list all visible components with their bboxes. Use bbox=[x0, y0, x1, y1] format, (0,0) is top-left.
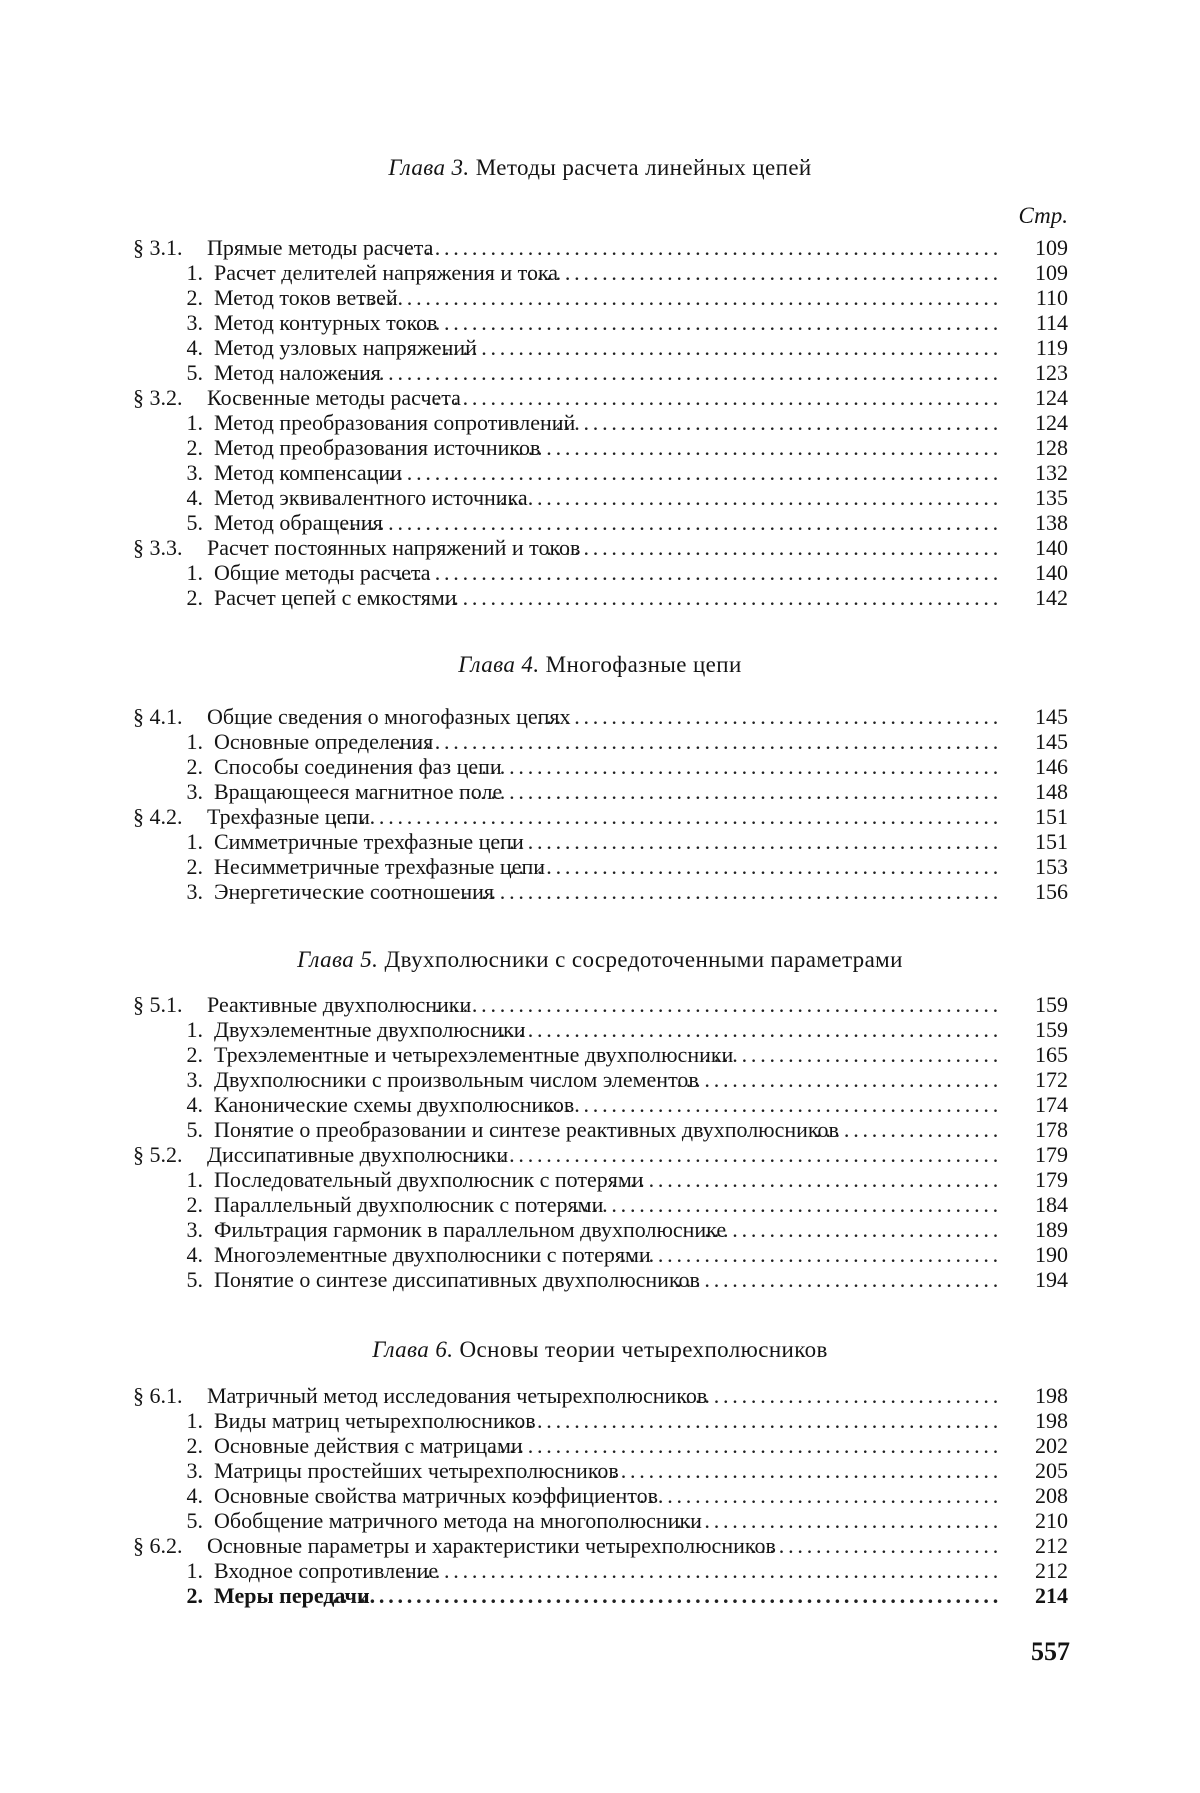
entry-page: 142 bbox=[1035, 585, 1068, 610]
entry-title: Последовательный двухполюсник с потерями bbox=[214, 1167, 644, 1192]
leader-dots: .......................................................... bbox=[462, 879, 1002, 904]
entry-page: 179 bbox=[1035, 1142, 1068, 1167]
toc-entries bbox=[0, 235, 1200, 610]
entry-title: Косвенные методы расчета bbox=[207, 385, 461, 410]
entry-page: 159 bbox=[1035, 1017, 1068, 1042]
entry-page: 140 bbox=[1035, 560, 1068, 585]
entry-title: Метод контурных токов bbox=[214, 310, 438, 335]
toc-entry[interactable] bbox=[0, 779, 1200, 804]
chapter-label: Глава 4. bbox=[458, 652, 540, 677]
leader-dots: ..................................................... bbox=[509, 435, 1002, 460]
entry-title: Двухэлементные двухполюсники bbox=[214, 1017, 526, 1042]
toc-entry[interactable] bbox=[0, 754, 1200, 779]
leader-dots: ....................................................................... bbox=[341, 360, 1002, 385]
entry-page: 210 bbox=[1035, 1508, 1068, 1533]
entry-page: 212 bbox=[1035, 1558, 1068, 1583]
toc-entry[interactable] bbox=[0, 1483, 1200, 1508]
leader-dots: ........................................ bbox=[630, 1483, 1002, 1508]
toc-entry[interactable] bbox=[0, 1267, 1200, 1292]
toc-entry[interactable] bbox=[0, 1067, 1200, 1092]
leader-dots: .......................................... bbox=[611, 1167, 1002, 1192]
toc-entry[interactable] bbox=[0, 879, 1200, 904]
leader-dots: ................................................................. bbox=[397, 729, 1002, 754]
leader-dots: ....................................................... bbox=[490, 829, 1002, 854]
toc-entry[interactable] bbox=[0, 360, 1200, 385]
entry-number: 4. bbox=[186, 335, 203, 360]
page-number: 557 bbox=[1031, 1637, 1070, 1666]
leader-dots: ........................................................................ bbox=[332, 1583, 1002, 1608]
entry-number: § 6.2. bbox=[133, 1533, 183, 1558]
toc-entry[interactable] bbox=[0, 410, 1200, 435]
toc-entry[interactable] bbox=[0, 385, 1200, 410]
leader-dots: ................................................. bbox=[546, 535, 1002, 560]
toc-entry[interactable] bbox=[0, 1458, 1200, 1483]
entry-title: Канонические схемы двухполюсников bbox=[214, 1092, 575, 1117]
toc-entry[interactable] bbox=[0, 435, 1200, 460]
entry-page: 124 bbox=[1035, 410, 1068, 435]
entry-page: 119 bbox=[1035, 335, 1068, 360]
entry-title: Двухполюсники с произвольным числом элементов bbox=[214, 1067, 699, 1092]
entry-number: 3. bbox=[186, 879, 203, 904]
toc-entry[interactable] bbox=[0, 804, 1200, 829]
entry-page: 189 bbox=[1035, 1217, 1068, 1242]
entry-title: Метод обращения bbox=[214, 510, 383, 535]
toc-entry[interactable] bbox=[0, 485, 1200, 510]
entry-number: § 3.3. bbox=[133, 535, 183, 560]
toc-entry[interactable] bbox=[0, 285, 1200, 310]
toc-entry[interactable] bbox=[0, 1533, 1200, 1558]
toc-entry[interactable] bbox=[0, 1383, 1200, 1408]
entry-title: Метод узловых напряжений bbox=[214, 335, 477, 360]
entry-page: 145 bbox=[1035, 729, 1068, 754]
toc-entry[interactable] bbox=[0, 1433, 1200, 1458]
entry-number: 3. bbox=[186, 310, 203, 335]
chapter-title: Многофазные цепи bbox=[545, 652, 742, 677]
entry-number: 3. bbox=[186, 1217, 203, 1242]
chapter-title: Двухполюсники с сосредоточенными параметрами bbox=[384, 947, 903, 972]
leader-dots: ................................... bbox=[676, 1508, 1002, 1533]
entry-title: Способы соединения фаз цепи bbox=[214, 754, 502, 779]
entry-number: 2. bbox=[186, 1583, 203, 1608]
entry-title: Диссипативные двухполюсники bbox=[207, 1142, 509, 1167]
entry-number: 2. bbox=[186, 1042, 203, 1067]
toc-entry[interactable] bbox=[0, 1167, 1200, 1192]
entry-title: Меры передачи bbox=[214, 1583, 370, 1608]
entry-title: Реактивные двухполюсники bbox=[207, 992, 472, 1017]
entry-number: 2. bbox=[186, 854, 203, 879]
leader-dots: ............................................................. bbox=[434, 992, 1002, 1017]
entry-title: Основные определения bbox=[214, 729, 434, 754]
entry-title: Энергетические соотношения bbox=[214, 879, 495, 904]
toc-entry[interactable] bbox=[0, 1242, 1200, 1267]
entry-page: 138 bbox=[1035, 510, 1068, 535]
leader-dots: ..................................................................... bbox=[360, 285, 1002, 310]
entry-title: Расчет постоянных напряжений и токов bbox=[207, 535, 581, 560]
entry-number: 1. bbox=[186, 1408, 203, 1433]
toc-entry[interactable] bbox=[0, 235, 1200, 260]
entry-title: Метод преобразования сопротивлений bbox=[214, 410, 576, 435]
leader-dots: ......................................................... bbox=[471, 779, 1002, 804]
entry-number: § 4.1. bbox=[133, 704, 183, 729]
leader-dots: ................................... bbox=[676, 1267, 1002, 1292]
entry-number: 1. bbox=[186, 560, 203, 585]
leader-dots: ...................................................... bbox=[499, 1408, 1002, 1433]
leader-dots: ................................................................ bbox=[406, 1558, 1002, 1583]
toc-entries bbox=[0, 704, 1200, 904]
leader-dots: .............................................................. bbox=[425, 585, 1002, 610]
leader-dots: ........................................................................ bbox=[332, 804, 1002, 829]
entry-page: 140 bbox=[1035, 535, 1068, 560]
toc-entry[interactable] bbox=[0, 460, 1200, 485]
entry-title: Метод наложения bbox=[214, 360, 381, 385]
chapter-heading bbox=[0, 1337, 1200, 1363]
entry-page: 156 bbox=[1035, 879, 1068, 904]
entry-title: Матричный метод исследования четырехполюсников bbox=[207, 1383, 708, 1408]
entry-title: Прямые методы расчета bbox=[207, 235, 434, 260]
toc-entry[interactable] bbox=[0, 854, 1200, 879]
entry-page: 151 bbox=[1035, 829, 1068, 854]
entry-page: 165 bbox=[1035, 1042, 1068, 1067]
entry-page: 159 bbox=[1035, 992, 1068, 1017]
entry-page: 148 bbox=[1035, 779, 1068, 804]
entry-title: Параллельный двухполюсник с потерями bbox=[214, 1192, 604, 1217]
entry-number: 3. bbox=[186, 1067, 203, 1092]
toc-entry[interactable] bbox=[0, 1117, 1200, 1142]
entry-page: 179 bbox=[1035, 1167, 1068, 1192]
chapter-heading bbox=[0, 155, 1200, 181]
entry-title: Входное сопротивление bbox=[214, 1558, 439, 1583]
toc-entry[interactable] bbox=[0, 260, 1200, 285]
entry-title: Матрицы простейших четырехполюсников bbox=[214, 1458, 619, 1483]
entry-number: 5. bbox=[186, 1508, 203, 1533]
toc-entry[interactable] bbox=[0, 1092, 1200, 1117]
leader-dots: ......................................................... bbox=[471, 754, 1002, 779]
leader-dots: ................................ bbox=[704, 1217, 1002, 1242]
entry-number: § 6.1. bbox=[133, 1383, 183, 1408]
toc-entry[interactable] bbox=[0, 1583, 1200, 1608]
toc-entry[interactable] bbox=[0, 992, 1200, 1017]
entry-page: 151 bbox=[1035, 804, 1068, 829]
entry-number: 1. bbox=[186, 1558, 203, 1583]
toc-entry[interactable] bbox=[0, 1558, 1200, 1583]
toc-entry[interactable] bbox=[0, 1042, 1200, 1067]
entry-title: Несимметричные трехфазные цепи bbox=[214, 854, 546, 879]
entry-number: 3. bbox=[186, 779, 203, 804]
toc-entry[interactable] bbox=[0, 1217, 1200, 1242]
leader-dots: .............................................. bbox=[574, 1192, 1002, 1217]
toc-entry[interactable] bbox=[0, 729, 1200, 754]
entry-number: 2. bbox=[186, 285, 203, 310]
leader-dots: .................... bbox=[816, 1117, 1002, 1142]
entry-number: 1. bbox=[186, 1167, 203, 1192]
toc-entry[interactable] bbox=[0, 585, 1200, 610]
entry-title: Фильтрация гармоник в параллельном двухполюснике bbox=[214, 1217, 727, 1242]
entry-number: 2. bbox=[186, 435, 203, 460]
entry-number: 1. bbox=[186, 260, 203, 285]
leader-dots: ................................................. bbox=[546, 410, 1002, 435]
entry-page: 109 bbox=[1035, 235, 1068, 260]
toc-entry[interactable] bbox=[0, 335, 1200, 360]
entry-page: 135 bbox=[1035, 485, 1068, 510]
chapter-title: Основы теории четырехполюсников bbox=[459, 1337, 828, 1362]
leader-dots: ............................................ bbox=[592, 1458, 1002, 1483]
entry-number: 1. bbox=[186, 829, 203, 854]
entry-title: Понятие о синтезе диссипативных двухполюсников bbox=[214, 1267, 700, 1292]
toc-entry[interactable] bbox=[0, 829, 1200, 854]
leader-dots: ..................................................... bbox=[509, 854, 1002, 879]
toc-entry[interactable] bbox=[0, 1408, 1200, 1433]
leader-dots: ................................................................. bbox=[397, 310, 1002, 335]
page-column-header: Стр. bbox=[1018, 203, 1068, 228]
entry-page: 214 bbox=[1035, 1583, 1068, 1608]
leader-dots: ....................................................... bbox=[490, 1017, 1002, 1042]
entry-page: 198 bbox=[1035, 1383, 1068, 1408]
chapter-title: Методы расчета линейных цепей bbox=[475, 155, 812, 180]
entry-title: Расчет делителей напряжения и тока bbox=[214, 260, 559, 285]
chapter-label: Глава 3. bbox=[388, 155, 470, 180]
toc-entry[interactable] bbox=[0, 1017, 1200, 1042]
leader-dots: ................................................................. bbox=[397, 560, 1002, 585]
entry-number: 2. bbox=[186, 754, 203, 779]
toc-entries bbox=[0, 1383, 1200, 1608]
entry-title: Метод преобразования источников bbox=[214, 435, 541, 460]
entry-number: 2. bbox=[186, 1433, 203, 1458]
entry-title: Основные действия с матрицами bbox=[214, 1433, 523, 1458]
toc-entry[interactable] bbox=[0, 310, 1200, 335]
entry-page: 132 bbox=[1035, 460, 1068, 485]
chapter-heading bbox=[0, 652, 1200, 678]
entry-page: 146 bbox=[1035, 754, 1068, 779]
chapter-label: Глава 5. bbox=[297, 947, 379, 972]
entry-title: Общие методы расчета bbox=[214, 560, 431, 585]
entry-page: 145 bbox=[1035, 704, 1068, 729]
toc-entry[interactable] bbox=[0, 704, 1200, 729]
entry-number: 3. bbox=[186, 1458, 203, 1483]
entry-page: 123 bbox=[1035, 360, 1068, 385]
entry-number: 1. bbox=[186, 729, 203, 754]
entry-page: 172 bbox=[1035, 1067, 1068, 1092]
entry-title: Метод токов ветвей bbox=[214, 285, 398, 310]
entry-title: Общие сведения о многофазных цепях bbox=[207, 704, 571, 729]
leader-dots: ....................................................... bbox=[490, 1433, 1002, 1458]
entry-page: 212 bbox=[1035, 1533, 1068, 1558]
leader-dots: ................................... bbox=[676, 1067, 1002, 1092]
entry-number: 2. bbox=[186, 585, 203, 610]
toc-entry[interactable] bbox=[0, 535, 1200, 560]
entry-number: § 5.2. bbox=[133, 1142, 183, 1167]
entry-number: § 3.1. bbox=[133, 235, 183, 260]
toc-entry[interactable] bbox=[0, 1142, 1200, 1167]
entry-title: Обобщение матричного метода на многополюсники bbox=[214, 1508, 702, 1533]
entry-title: Симметричные трехфазные цепи bbox=[214, 829, 524, 854]
toc-entry[interactable] bbox=[0, 560, 1200, 585]
entry-title: Понятие о преобразовании и синтезе реактивных двухполюсников bbox=[214, 1117, 839, 1142]
entry-page: 208 bbox=[1035, 1483, 1068, 1508]
entry-page: 202 bbox=[1035, 1433, 1068, 1458]
leader-dots: ................................................... bbox=[527, 260, 1002, 285]
entry-number: 1. bbox=[186, 1017, 203, 1042]
entry-title: Метод компенсации bbox=[214, 460, 402, 485]
entry-page: 194 bbox=[1035, 1267, 1068, 1292]
entry-page: 153 bbox=[1035, 854, 1068, 879]
entry-title: Трехфазные цепи bbox=[207, 804, 370, 829]
leader-dots: ................................................. bbox=[546, 1092, 1002, 1117]
entry-number: § 3.2. bbox=[133, 385, 183, 410]
toc-entry[interactable] bbox=[0, 1192, 1200, 1217]
entry-page: 178 bbox=[1035, 1117, 1068, 1142]
entry-number: § 4.2. bbox=[133, 804, 183, 829]
entry-title: Основные параметры и характеристики четырехполюсников bbox=[207, 1533, 776, 1558]
entry-page: 124 bbox=[1035, 385, 1068, 410]
entry-number: 4. bbox=[186, 1242, 203, 1267]
leader-dots: ...................................................... bbox=[499, 485, 1002, 510]
chapter-label: Глава 6. bbox=[372, 1337, 454, 1362]
entry-number: 3. bbox=[186, 460, 203, 485]
leader-dots: .................................................................... bbox=[369, 460, 1002, 485]
leader-dots: ........................... bbox=[750, 1533, 1002, 1558]
entry-page: 174 bbox=[1035, 1092, 1068, 1117]
entry-page: 109 bbox=[1035, 260, 1068, 285]
entry-page: 114 bbox=[1035, 310, 1068, 335]
entry-number: § 5.1. bbox=[133, 992, 183, 1017]
entry-page: 110 bbox=[1035, 285, 1068, 310]
leader-dots: ............................................................ bbox=[444, 335, 1002, 360]
leader-dots: ................................................................. bbox=[397, 235, 1002, 260]
entry-page: 198 bbox=[1035, 1408, 1068, 1433]
leader-dots: ....................................................................... bbox=[341, 510, 1002, 535]
toc-entry[interactable] bbox=[0, 1508, 1200, 1533]
entry-title: Метод эквивалентного источника bbox=[214, 485, 528, 510]
entry-number: 5. bbox=[186, 360, 203, 385]
entry-number: 2. bbox=[186, 1192, 203, 1217]
entry-title: Вращающееся магнитное поле bbox=[214, 779, 503, 804]
chapter-heading bbox=[0, 947, 1200, 973]
leader-dots: .................................................. bbox=[537, 704, 1002, 729]
entry-number: 4. bbox=[186, 1092, 203, 1117]
leader-dots: ................................... bbox=[676, 1383, 1002, 1408]
entry-title: Расчет цепей с емкостями bbox=[214, 585, 457, 610]
entry-title: Многоэлементные двухполюсники с потерями bbox=[214, 1242, 651, 1267]
entry-page: 205 bbox=[1035, 1458, 1068, 1483]
leader-dots: ......................................... bbox=[620, 1242, 1002, 1267]
entry-number: 4. bbox=[186, 1483, 203, 1508]
leader-dots: ................................ bbox=[704, 1042, 1002, 1067]
entry-page: 184 bbox=[1035, 1192, 1068, 1217]
entry-title: Основные свойства матричных коэффициентов bbox=[214, 1483, 658, 1508]
entry-title: Трехэлементные и четырехэлементные двухполюсники bbox=[214, 1042, 734, 1067]
leader-dots: ......................................................... bbox=[471, 1142, 1002, 1167]
toc-entry[interactable] bbox=[0, 510, 1200, 535]
entry-number: 5. bbox=[186, 510, 203, 535]
entry-page: 190 bbox=[1035, 1242, 1068, 1267]
entry-page: 128 bbox=[1035, 435, 1068, 460]
entry-number: 5. bbox=[186, 1117, 203, 1142]
entry-number: 5. bbox=[186, 1267, 203, 1292]
leader-dots: .............................................................. bbox=[425, 385, 1002, 410]
entry-title: Виды матриц четырехполюсников bbox=[214, 1408, 536, 1433]
entry-number: 1. bbox=[186, 410, 203, 435]
toc-entries bbox=[0, 992, 1200, 1292]
entry-number: 4. bbox=[186, 485, 203, 510]
